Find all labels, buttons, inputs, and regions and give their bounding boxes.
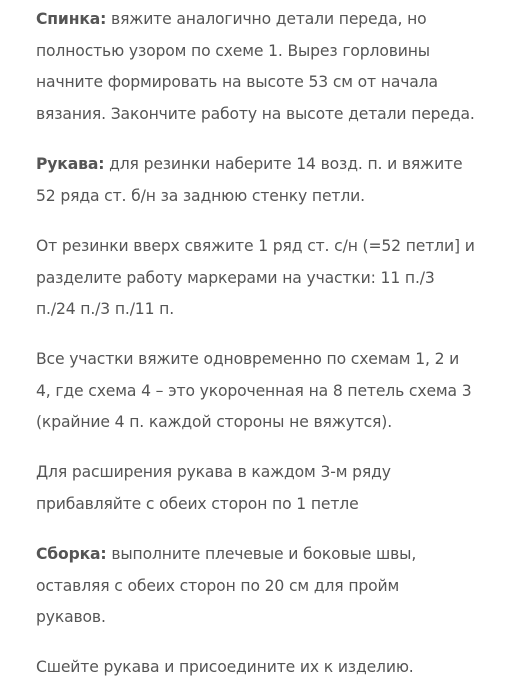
paragraph-back [36, 4, 475, 130]
paragraph-schemes [36, 344, 471, 439]
section-label-sleeves: Рукава: [36, 155, 105, 173]
text-line: Для расширения рукава в каждом 3-м ряду [36, 463, 391, 481]
text-line: разделите работу маркерами на участки: 11 п./3 [36, 268, 435, 287]
text-line: вязания. Закончите работу на высоте детали переда. [36, 104, 475, 123]
paragraph-assembly [36, 539, 416, 634]
text-line [36, 539, 416, 571]
section-label-back: Спинка: [36, 10, 107, 28]
text-line: прибавляйте с обеих сторон по 1 петле [36, 494, 359, 513]
text-line: 4, где схема 4 – это укороченная на 8 петель схема 3 [36, 381, 472, 400]
text-line: рукавов. [36, 608, 106, 626]
text-line: п./24 п./3 п./11 п. [36, 300, 174, 318]
text-line: 52 ряда ст. б/н за заднюю стенку петли. [36, 186, 365, 205]
paragraph-increase [36, 457, 391, 520]
paragraph-sleeves [36, 149, 462, 212]
text-span: выполните плечевые и боковые швы, [106, 545, 417, 563]
text-line: Сшейте рукава и присоедините их к изделию. [36, 658, 414, 676]
paragraph-sew [36, 652, 414, 684]
text-line: полностью узором по схеме 1. Вырез горловины [36, 41, 430, 60]
text-line: От резинки вверх свяжите 1 ряд ст. с/н (=52 петли] и [36, 237, 475, 255]
text-span: вяжите аналогично детали переда, но [106, 10, 427, 28]
text-line [36, 149, 462, 181]
text-line: Все участки вяжите одновременно по схемам 1, 2 и [36, 350, 460, 368]
text-line: начните формировать на высоте 53 см от начала [36, 73, 438, 91]
text-span: для резинки наберите 14 возд. п. и вяжите [104, 155, 463, 173]
text-line: оставляя с обеих сторон по 20 см для пройм [36, 576, 400, 595]
text-line [36, 4, 475, 36]
section-label-assembly: Сборка: [36, 545, 107, 563]
text-line: (крайние 4 п. каждой стороны не вяжутся). [36, 413, 393, 431]
paragraph-rib [36, 231, 475, 326]
